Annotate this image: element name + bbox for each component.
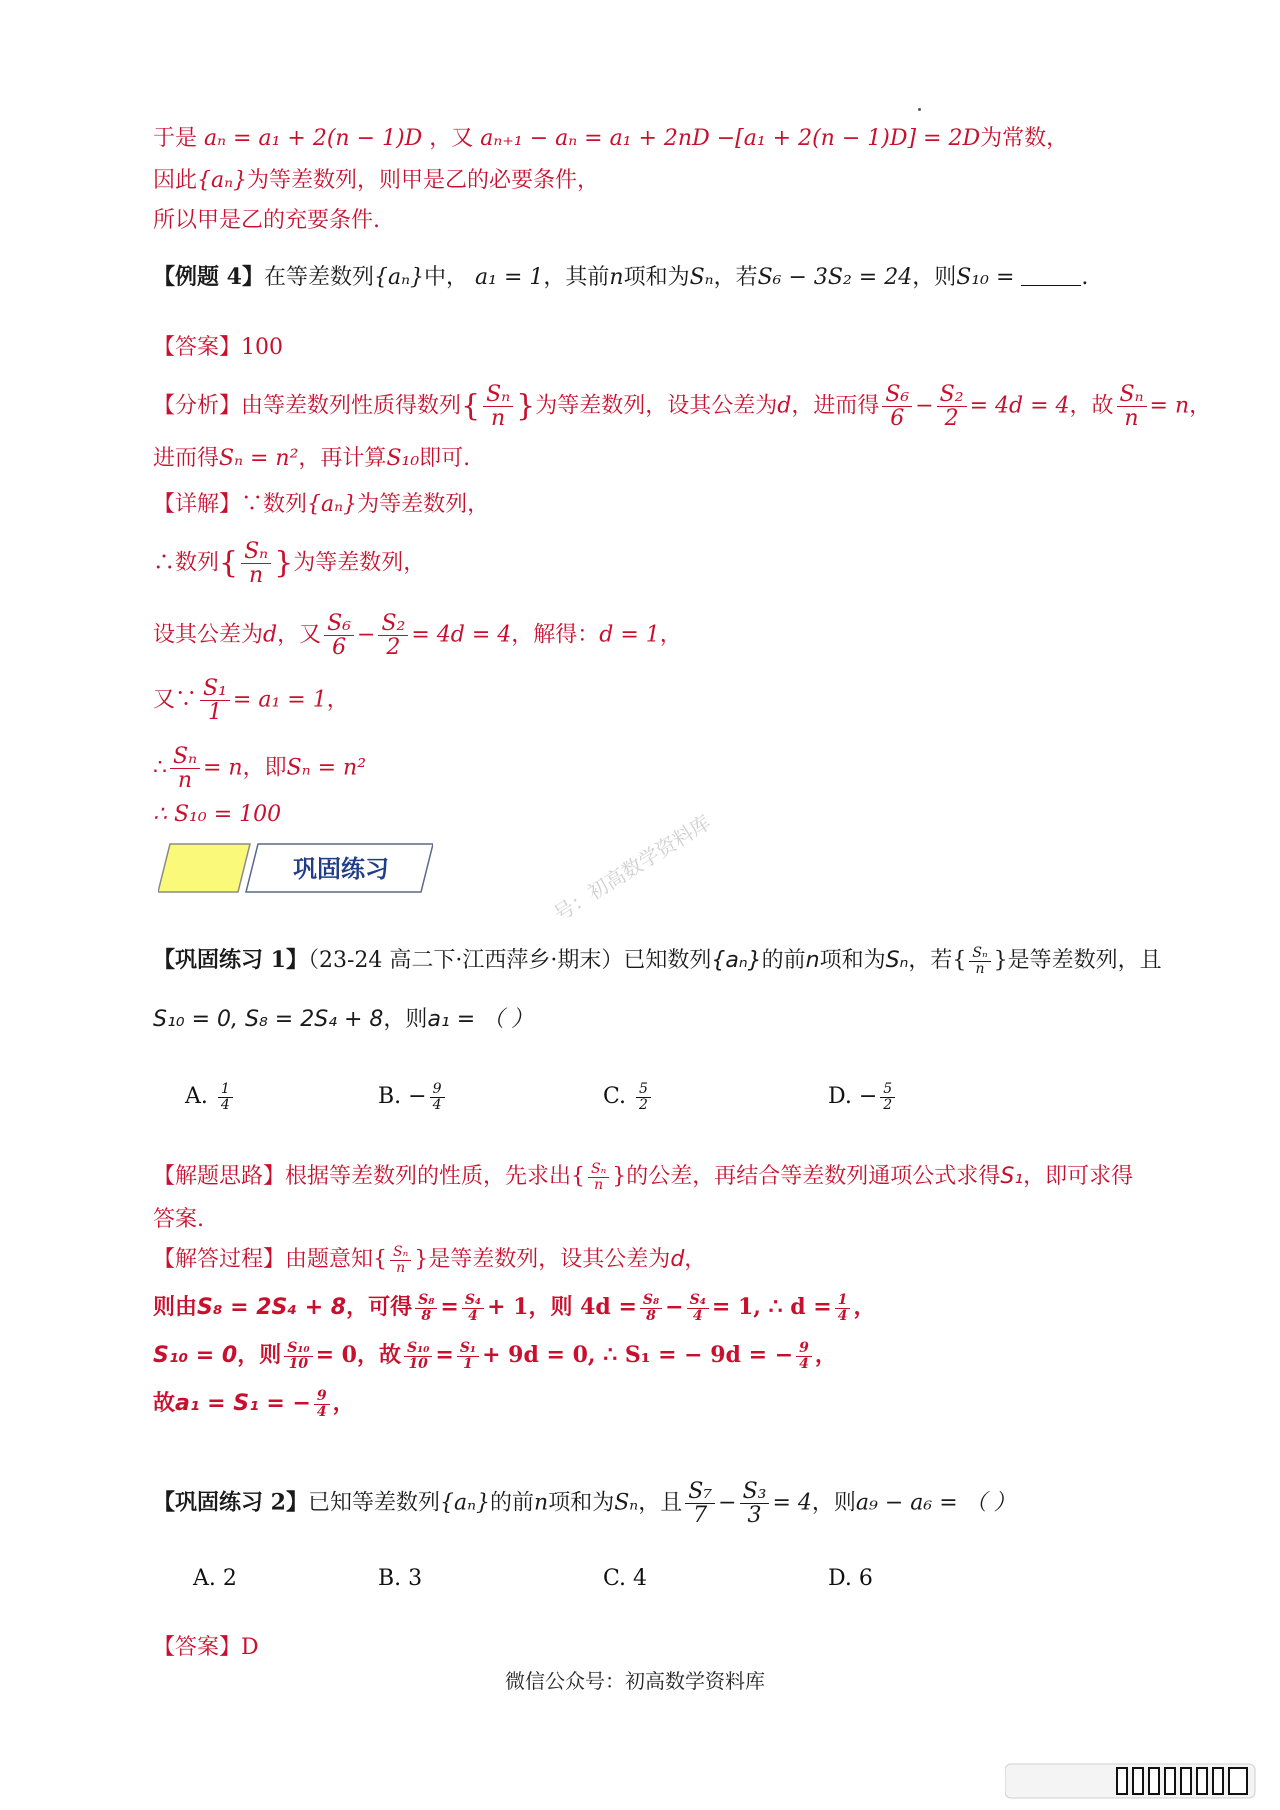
answer-blank — [1021, 285, 1081, 286]
detail-4-line-6 — [153, 800, 281, 830]
text: ，可得 — [346, 1294, 413, 1320]
fraction — [390, 1245, 411, 1275]
variable: Sₙ — [885, 948, 909, 973]
numerator: 1 — [218, 1082, 233, 1098]
text: 为等差数列， — [293, 550, 426, 576]
text: 的公差，再结合等差数列通项公式求得 — [626, 1164, 1001, 1190]
text: 项和为 — [819, 948, 886, 973]
equation: ∴ S₁₀ = 100 — [153, 802, 282, 827]
section-banner — [158, 843, 433, 893]
denominator: n — [594, 1176, 604, 1193]
equation: a₁ = 1 — [475, 265, 544, 290]
corner-bar — [1229, 1768, 1247, 1794]
text: 已知数列 — [623, 948, 712, 973]
denominator: 2 — [386, 635, 401, 661]
analysis-4-line-2 — [153, 444, 470, 474]
text: 故 — [153, 1390, 176, 1416]
variable: d — [263, 622, 278, 648]
denominator: 4 — [468, 1307, 478, 1324]
equation: S₁₀ = 0 — [153, 1343, 238, 1368]
option-sign: − — [408, 1084, 427, 1110]
variable: Sₙ — [689, 265, 714, 290]
equation: + 9d = 0, ∴ S₁ = − 9d = − — [482, 1342, 794, 1368]
answer-ex2 — [153, 1633, 259, 1663]
text: ∴数列 — [153, 550, 220, 576]
denominator: 4 — [316, 1403, 327, 1420]
stray-dot — [918, 108, 921, 111]
equation: + 1 — [487, 1294, 529, 1320]
equation: = 4d = 4 — [969, 393, 1070, 419]
analysis-4: 【分析】由等差数列性质得数列{ $\frac{\text{Sₙ}}{n}$ }为等差数列，设其公差为d，进而得 $\frac{\text{S₆}}{6}$ − $\frac{\text{S₂}}{2}$ = 4d = 4，故 $\frac{\text{Sₙ}}{n}$ = n， — [153, 382, 1212, 432]
proof-line-3: 所以甲是乙的充要条件. — [153, 208, 380, 233]
right-brace: } — [414, 1247, 429, 1273]
denominator: 8 — [646, 1307, 656, 1324]
fraction — [457, 1341, 479, 1371]
footer-credit: 微信公众号：初高数学资料库 — [505, 1669, 765, 1693]
variable: d — [777, 393, 792, 419]
denominator: n — [396, 1259, 406, 1276]
numerator: Sₙ — [1117, 383, 1147, 407]
numerator: Sₙ — [170, 745, 200, 769]
equation: a₁ = （ ） — [427, 1007, 534, 1032]
denominator: 4 — [837, 1307, 848, 1324]
exercise-1 — [153, 945, 1162, 976]
text: 由题意知 — [285, 1247, 374, 1273]
denominator: 8 — [421, 1307, 432, 1324]
numerator: 5 — [880, 1082, 895, 1098]
text: 为等差数列，设其公差为 — [535, 393, 778, 419]
corner-bar — [1133, 1768, 1143, 1794]
numerator: 1 — [835, 1293, 851, 1309]
numerator: S₆ — [882, 383, 912, 407]
exercise-source: （23-24 高二下·江西萍乡·期末） — [307, 948, 624, 973]
corner-bar — [1181, 1768, 1191, 1794]
equation: a₁ = S₁ = − — [175, 1391, 311, 1416]
left-brace: { — [373, 1247, 388, 1273]
equation: S₆ − 3S₂ = 24 — [757, 265, 913, 290]
numerator: S₃ — [740, 1480, 770, 1504]
right-brace: } — [516, 388, 536, 424]
banner-yellow-block — [158, 844, 250, 892]
numerator: Sₙ — [483, 383, 513, 407]
numerator: Sₙ — [241, 540, 271, 564]
denominator: 4 — [799, 1355, 809, 1372]
option-c[interactable] — [603, 1082, 654, 1112]
denominator: n — [1124, 406, 1139, 432]
denominator: 4 — [692, 1307, 703, 1324]
equation: = 4d = 4 — [411, 622, 512, 648]
proof-line-2 — [153, 166, 599, 196]
equation: S₈ = 2S₄ + 8 — [197, 1295, 347, 1320]
text: 由等差数列性质得数列 — [241, 393, 462, 419]
text: ，若 — [908, 948, 953, 973]
option-value: 6 — [858, 1566, 873, 1591]
text: ，则 — [811, 1490, 856, 1516]
numerator: S₁₀ — [284, 1341, 312, 1357]
text: ，故 — [1069, 393, 1114, 419]
equation: = 4 — [772, 1490, 812, 1516]
text: ，进而得 — [791, 393, 880, 419]
text: 的前 — [490, 1490, 535, 1516]
answer-tag: 【答案】 — [153, 1635, 242, 1660]
denominator: 2 — [639, 1096, 648, 1113]
equation: = 0 — [315, 1342, 357, 1368]
text: ， — [814, 1342, 837, 1368]
option-label: B. — [378, 1084, 402, 1110]
equation: = 1, ∴ d = — [711, 1294, 832, 1320]
fraction — [882, 383, 912, 430]
detail-4-line-5 — [153, 745, 366, 792]
equation: Sₙ = n² — [286, 755, 367, 781]
text: ，则 4d = — [528, 1294, 637, 1320]
text: 项和为 — [623, 265, 690, 290]
sequence: {aₙ} — [711, 948, 762, 973]
right-brace: } — [274, 545, 294, 581]
option-fraction — [636, 1082, 651, 1112]
right-brace: } — [993, 948, 1008, 973]
variable: n — [534, 1490, 549, 1516]
numerator: S₈ — [415, 1293, 437, 1309]
numerator: Sₙ — [390, 1245, 411, 1261]
sequence: {aₙ} — [439, 1490, 491, 1516]
text: 是等差数列，且 — [1007, 948, 1162, 973]
numerator: S₁₀ — [404, 1341, 432, 1357]
text: ， — [684, 1247, 707, 1273]
option-fraction — [430, 1082, 445, 1112]
variable: n — [609, 265, 624, 290]
denominator: 1 — [463, 1355, 473, 1372]
text: ，则 — [237, 1342, 282, 1368]
option-a[interactable] — [185, 1082, 236, 1112]
option-label: C. — [603, 1566, 627, 1591]
fraction — [200, 677, 230, 724]
variable: S₁₀ — [386, 446, 420, 471]
numerator: S₆ — [324, 612, 354, 636]
right-brace: } — [612, 1164, 627, 1190]
fraction — [588, 1162, 609, 1192]
equation: aₙ = a₁ + 2(n − 1)D — [204, 126, 423, 151]
text: ，则 — [383, 1007, 428, 1032]
process-tag: 【解答过程】 — [153, 1247, 286, 1273]
sequence: {aₙ} — [307, 492, 358, 517]
denominator: n — [491, 406, 506, 432]
equation: Sₙ = n² — [219, 446, 299, 471]
denominator: 10 — [408, 1355, 428, 1372]
exercise-1-process-line-4 — [153, 1388, 355, 1419]
variable: S₁ — [1000, 1164, 1024, 1190]
fraction — [483, 383, 513, 430]
numerator: Sₙ — [969, 946, 990, 962]
denominator: n — [975, 960, 985, 977]
detail-4-line-4 — [153, 677, 349, 724]
text: 于是 — [153, 126, 198, 151]
text: ， — [853, 1294, 876, 1320]
text: ∴ — [153, 755, 167, 781]
text: ，故 — [356, 1342, 401, 1368]
numerator: 9 — [314, 1389, 330, 1405]
fraction — [241, 540, 271, 587]
text: 则由 — [153, 1294, 198, 1320]
answer-value: D — [241, 1635, 259, 1660]
fraction — [796, 1341, 812, 1371]
text: ，其前 — [543, 265, 610, 290]
denominator: 3 — [747, 1503, 762, 1529]
text: 根据等差数列的性质，先求出 — [285, 1164, 572, 1190]
corner-bar — [1165, 1768, 1175, 1794]
text: ，即可求得 — [1023, 1164, 1134, 1190]
answer-value: 100 — [241, 335, 284, 360]
numerator: S₄ — [462, 1293, 484, 1309]
variable: n — [805, 948, 820, 973]
example-tag: 【例题 4】 — [153, 264, 264, 290]
option-d[interactable] — [828, 1566, 873, 1591]
fraction — [404, 1341, 432, 1371]
answer-4 — [153, 333, 283, 363]
text: ，则 — [912, 265, 957, 290]
numerator: S₂ — [937, 383, 967, 407]
corner-bar — [1213, 1768, 1223, 1794]
text: 即可. — [419, 446, 471, 471]
option-c[interactable] — [603, 1566, 647, 1591]
numerator: Sₙ — [588, 1162, 609, 1178]
denominator: 1 — [207, 700, 222, 726]
fraction — [740, 1480, 770, 1527]
numerator: S₇ — [685, 1480, 715, 1504]
idea-tag: 【解题思路】 — [153, 1164, 286, 1190]
numerator: S₈ — [640, 1293, 662, 1309]
option-label: B. — [378, 1566, 402, 1591]
option-label: D. — [828, 1084, 852, 1110]
equation: aₙ₊₁ − aₙ = a₁ + 2nD −[a₁ + 2(n − 1)D] = 2D — [480, 126, 981, 151]
fraction — [415, 1293, 437, 1323]
text: 在等差数列 — [263, 265, 374, 290]
denominator: 2 — [883, 1096, 893, 1113]
text: 项和为 — [548, 1490, 615, 1516]
corner-bar — [1197, 1768, 1207, 1794]
fraction — [640, 1293, 662, 1323]
exercise-tag: 【巩固练习 1】 — [153, 947, 308, 973]
option-label: A. — [193, 1566, 216, 1591]
denominator: 7 — [693, 1503, 708, 1529]
text: . — [1081, 265, 1089, 290]
answer-tag: 【答案】 — [153, 335, 242, 360]
variable: d — [670, 1247, 685, 1273]
exercise-2: 【巩固练习 2】已知等差数列{aₙ}的前n项和为Sₙ，且 $\frac{\text{S₇}}{7}$ − $\frac{\text{S₃}}{3}$ = 4，则a₉ − a₆ = （ ） — [153, 1479, 1016, 1529]
fraction — [462, 1293, 484, 1323]
fraction — [835, 1293, 851, 1323]
text: 的前 — [761, 948, 806, 973]
fraction — [324, 612, 354, 659]
denominator: 6 — [890, 406, 905, 432]
left-brace: { — [571, 1164, 586, 1190]
example-4 — [153, 262, 1088, 293]
detail-4-line-1 — [153, 490, 489, 520]
equation: a₉ − a₆ = （ ） — [855, 1490, 1016, 1516]
text: 为等差数列， — [357, 492, 490, 517]
exercise-1-process — [153, 1245, 706, 1275]
numerator: 9 — [430, 1082, 445, 1098]
text: ，即 — [242, 755, 287, 781]
equation: d = 1 — [599, 622, 660, 648]
text: 为等差数列，则甲是乙的必要条件， — [247, 168, 600, 193]
numerator: S₂ — [378, 612, 408, 636]
denominator: 10 — [288, 1355, 309, 1372]
option-value: 2 — [222, 1566, 237, 1591]
option-label: C. — [603, 1084, 627, 1110]
numerator: S₁ — [457, 1341, 479, 1357]
option-d[interactable] — [828, 1082, 898, 1112]
corner-bar — [1117, 1768, 1127, 1794]
denominator: 4 — [432, 1096, 442, 1113]
left-brace: { — [219, 545, 239, 581]
exercise-tag: 【巩固练习 2】 — [153, 1489, 308, 1516]
text: 为常数， — [980, 126, 1069, 151]
detail-4-line-2 — [153, 540, 425, 587]
denominator: 4 — [220, 1096, 230, 1113]
option-a[interactable] — [193, 1566, 237, 1591]
text: 是等差数列，设其公差为 — [428, 1247, 671, 1273]
text: 又∵ — [153, 687, 198, 713]
text: ∵数列 — [241, 492, 308, 517]
text: 因此 — [153, 168, 198, 193]
option-b[interactable] — [378, 1082, 448, 1112]
proof-line-1 — [153, 124, 1068, 154]
text: ， — [659, 622, 682, 648]
fraction — [687, 1293, 709, 1323]
equation: = n — [203, 755, 243, 781]
text: ，若 — [713, 265, 758, 290]
text: ，解得： — [511, 622, 600, 648]
equation: = a₁ = 1 — [232, 687, 327, 713]
numerator: 5 — [636, 1082, 651, 1098]
left-brace: { — [952, 948, 967, 973]
text: 已知等差数列 — [307, 1490, 440, 1516]
exercise-1-line-2 — [153, 1005, 533, 1035]
option-b[interactable] — [378, 1566, 422, 1591]
fraction — [170, 745, 200, 792]
numerator: 9 — [796, 1341, 812, 1357]
option-fraction — [218, 1082, 233, 1112]
watermark: 号：初高数学资料库 — [549, 810, 715, 926]
fraction — [685, 1480, 715, 1527]
text: ，又 — [277, 622, 322, 648]
option-value: 4 — [633, 1566, 648, 1591]
fraction — [1117, 383, 1147, 430]
text: ，又 — [429, 126, 474, 151]
corner-bar — [1149, 1768, 1159, 1794]
denominator: 6 — [332, 635, 347, 661]
numerator: S₄ — [687, 1293, 709, 1309]
exercise-1-process-line-3: S₁₀ = 0，则 $\frac{\text{S₁₀}}{10}$ = 0，故 $\frac{\text{S₁₀}}{10}$ = $\frac{\text{S₁}}{1}$ + 9d = 0, ∴ S₁ = − 9d = − $\frac{9}{4}$ ， — [153, 1339, 837, 1372]
exercise-1-process-line-2: 则由S₈ = 2S₄ + 8，可得 $\frac{\text{S₈}}{8}$ = $\frac{\text{S₄}}{4}$ + 1，则 4d = $\frac{\text{S₈}}{8}$ − $\frac{\text{S₄}}{4}$ = 1, ∴ d = $\frac{1}{4}$ ， — [153, 1291, 876, 1324]
left-brace: { — [461, 388, 481, 424]
equation: S₁₀ = — [956, 265, 1015, 290]
equation: S₁₀ = 0, S₈ = 2S₄ + 8 — [153, 1007, 384, 1032]
text: 设其公差为 — [153, 622, 264, 648]
sequence: {aₙ} — [197, 168, 248, 193]
text: 进而得 — [153, 446, 220, 471]
denominator: n — [177, 768, 193, 794]
denominator: n — [249, 563, 264, 589]
numerator: S₁ — [200, 677, 230, 701]
variable: Sₙ — [614, 1490, 639, 1516]
option-label: A. — [185, 1084, 208, 1110]
detail-tag: 【详解】 — [153, 492, 242, 517]
section-title: 巩固练习 — [293, 855, 389, 883]
text: 中， — [424, 265, 469, 290]
sequence: {aₙ} — [373, 265, 425, 290]
text: ， — [1189, 393, 1212, 419]
fraction — [314, 1389, 330, 1419]
denominator: 2 — [944, 406, 959, 432]
fraction — [284, 1341, 312, 1371]
fraction — [969, 946, 990, 976]
option-value: 3 — [408, 1566, 423, 1591]
text: ， — [326, 687, 349, 713]
equation: = n — [1149, 393, 1190, 419]
exercise-1-idea — [153, 1162, 1133, 1192]
text: ，且 — [638, 1490, 683, 1516]
option-sign: − — [858, 1084, 878, 1110]
exercise-1-idea-line-2: 答案. — [153, 1207, 204, 1232]
text: ，再计算 — [298, 446, 387, 471]
option-label: D. — [828, 1566, 852, 1591]
fraction — [937, 383, 967, 430]
fraction — [378, 612, 408, 659]
option-fraction — [880, 1082, 895, 1112]
corner-graphic — [1005, 1762, 1265, 1800]
detail-4-line-3: 设其公差为d，又 $\frac{\text{S₆}}{6}$ − $\frac{\text{S₂}}{2}$ = 4d = 4，解得：d = 1， — [153, 611, 682, 661]
analysis-tag: 【分析】 — [153, 393, 242, 419]
text: ， — [332, 1390, 355, 1416]
